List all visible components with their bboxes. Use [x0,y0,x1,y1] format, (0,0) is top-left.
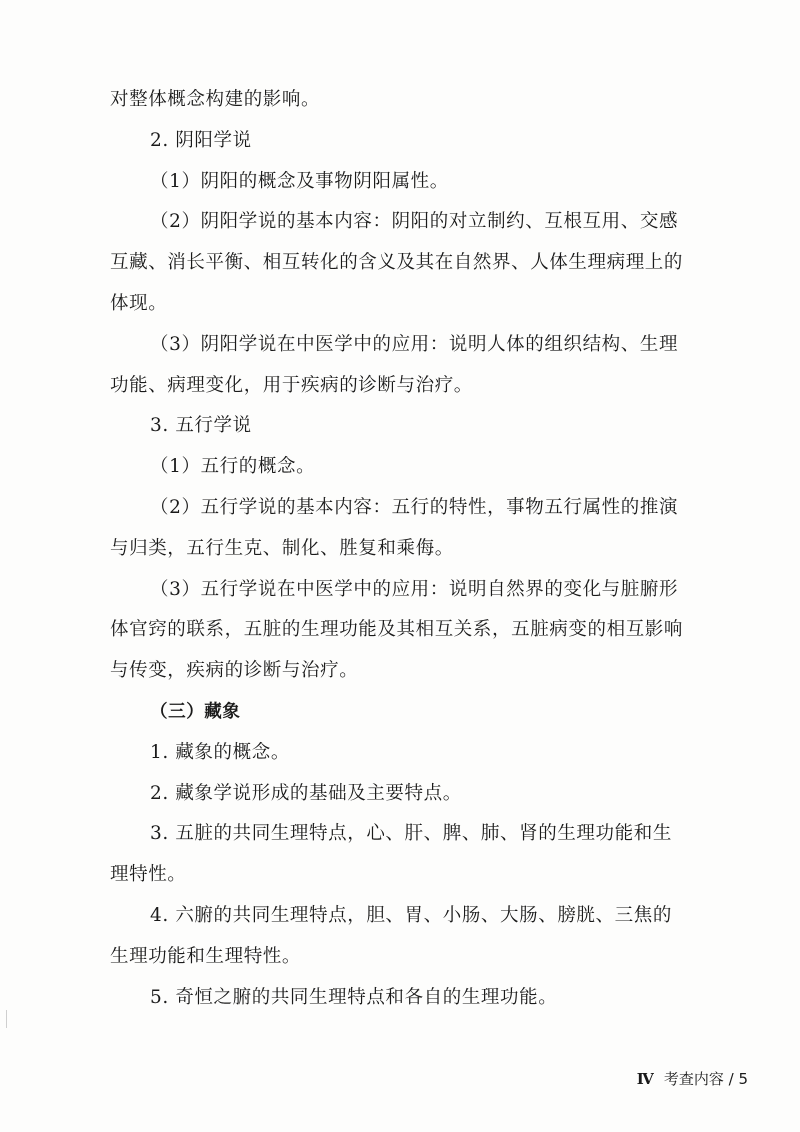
text-line: 与归类，五行生克、制化、胜复和乘侮。 [110,537,454,559]
text-line: 5. 奇恒之腑的共同生理特点和各自的生理功能。 [150,986,558,1008]
document-body [110,80,722,1018]
text-line: 理特性。 [110,864,187,886]
text-line: （3）五行学说在中医学中的应用：说明自然界的变化与脏腑形 [150,578,679,600]
footer-section-title: 考查内容 [663,1070,724,1088]
page-footer [637,1068,748,1089]
text-line: 2. 阴阳学说 [150,129,252,151]
text-line: 对整体概念构建的影响。 [110,89,321,110]
text-line: 4. 六腑的共同生理特点，胆、胃、小肠、大肠、膀胱、三焦的 [150,904,672,926]
text-line: （3）阴阳学说在中医学中的应用：说明人体的组织结构、生理 [150,333,679,355]
text-line: 功能、病理变化，用于疾病的诊断与治疗。 [110,374,473,396]
scan-edge-mark [6,1010,7,1028]
text-line: 2. 藏象学说形成的基础及主要特点。 [150,782,462,804]
text-line: （2）阴阳学说的基本内容：阴阳的对立制约、互根互用、交感 [150,211,679,233]
text-line: 生理功能和生理特性。 [110,945,302,967]
text-line: （2）五行学说的基本内容：五行的特性，事物五行属性的推演 [150,496,679,518]
text-line: 3. 五行学说 [150,415,252,437]
footer-separator: / [728,1070,734,1088]
text-line: （1）五行的概念。 [150,456,316,478]
footer-section-number: Ⅳ [636,1070,654,1088]
section-heading: （三）藏象 [150,701,241,722]
text-line: 3. 五脏的共同生理特点，心、肝、脾、肺、肾的生理功能和生 [150,823,672,845]
text-line: 互藏、消长平衡、相互转化的含义及其在自然界、人体生理病理上的 [110,252,684,274]
text-line: 与传变，疾病的诊断与治疗。 [110,660,359,682]
footer-page-number: 5 [738,1070,748,1088]
text-line: 1. 藏象的概念。 [150,741,290,763]
text-line: 体官窍的联系，五脏的生理功能及其相互关系，五脏病变的相互影响 [110,619,684,641]
text-line: （1）阴阳的概念及事物阴阳属性。 [150,170,449,192]
text-line: 体现。 [110,292,168,314]
